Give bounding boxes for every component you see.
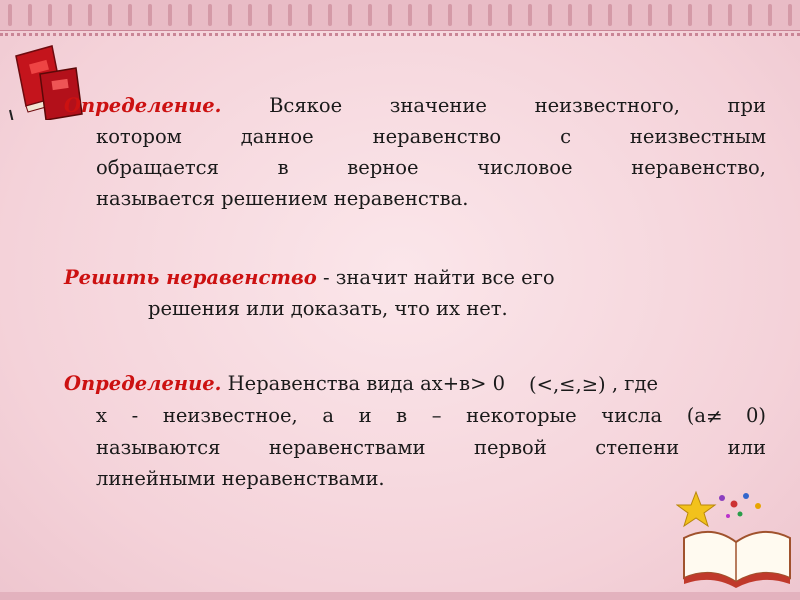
spiral-ring	[188, 4, 192, 26]
solve-inequality-term: Решить неравенство	[64, 266, 317, 289]
spiral-ring	[88, 4, 92, 26]
spiral-ring	[368, 4, 372, 26]
spiral-ring	[248, 4, 252, 26]
spiral-ring	[308, 4, 312, 26]
spiral-ring	[588, 4, 592, 26]
definition-term-1: Определение.	[64, 94, 222, 117]
spiral-ring	[508, 4, 512, 26]
spiral-ring	[228, 4, 232, 26]
spiral-binding	[0, 0, 800, 30]
star-book-icon	[676, 488, 794, 588]
spiral-ring	[568, 4, 572, 26]
spiral-ring	[488, 4, 492, 26]
spiral-ring	[328, 4, 332, 26]
spiral-ring	[28, 4, 32, 26]
spiral-ring	[128, 4, 132, 26]
spiral-ring	[168, 4, 172, 26]
spiral-ring	[268, 4, 272, 26]
spiral-ring	[48, 4, 52, 26]
spiral-ring	[608, 4, 612, 26]
spiral-ring	[768, 4, 772, 26]
spiral-ring	[708, 4, 712, 26]
spiral-ring	[728, 4, 732, 26]
spiral-ring	[688, 4, 692, 26]
solve-inequality-paragraph: Решить неравенство - значит найти все его решения или доказать, что их нет.	[64, 266, 555, 320]
spiral-ring	[528, 4, 532, 26]
spiral-ring	[148, 4, 152, 26]
spiral-ring	[668, 4, 672, 26]
top-dotted-border	[0, 33, 800, 36]
spiral-ring	[448, 4, 452, 26]
bottom-band	[0, 592, 800, 600]
top-rule	[0, 30, 800, 31]
spiral-ring	[748, 4, 752, 26]
definition-paragraph-1: Определение. Всякое значение неизвестного, при котором данное неравенство с неизвестным обращается в верное числовое неравенство, называется решением неравенства.	[64, 94, 766, 210]
spiral-ring	[8, 4, 12, 26]
spiral-ring	[628, 4, 632, 26]
spiral-ring	[348, 4, 352, 26]
spiral-ring	[208, 4, 212, 26]
spiral-ring	[648, 4, 652, 26]
not-equal-symbol: ≠	[705, 404, 723, 428]
inequality-signs-formula: (<,≤,≥)	[529, 373, 606, 396]
spiral-ring	[468, 4, 472, 26]
definition-term-2: Определение.	[64, 372, 222, 395]
spiral-ring	[548, 4, 552, 26]
spiral-ring	[108, 4, 112, 26]
spiral-ring	[68, 4, 72, 26]
definition-paragraph-2: Определение. Неравенства вида ах+в> 0 (<,≤,≥) , где х - неизвестное, а и в – некоторые числа (а≠ 0) называются неравенствами первой степени или линейными неравенствами.	[64, 368, 766, 494]
spiral-ring	[428, 4, 432, 26]
spiral-ring	[408, 4, 412, 26]
spiral-ring	[788, 4, 792, 26]
spiral-ring	[288, 4, 292, 26]
spiral-ring	[388, 4, 392, 26]
